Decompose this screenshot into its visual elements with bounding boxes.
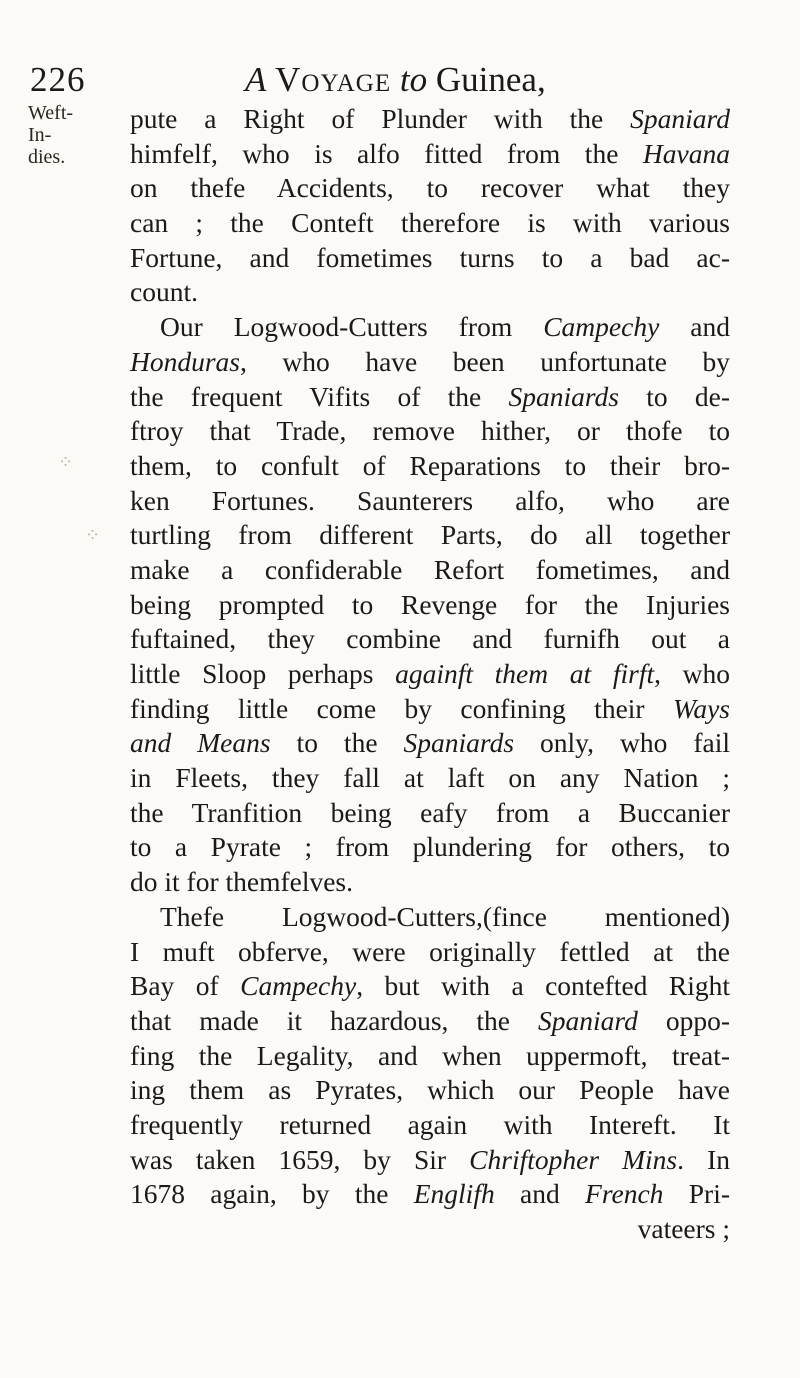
text-run: ftroy that Trade, remove hither, or thofe to [130, 415, 730, 447]
text-line [130, 137, 730, 172]
ink-blot-mark: ⁘ [85, 525, 101, 545]
italic-text: Havana [642, 137, 730, 169]
text-run: fing the Legality, and when uppermoft, treat- [130, 1039, 730, 1071]
italic-text: Spaniard [630, 103, 730, 134]
italic-text: and Means [130, 727, 271, 759]
text-line [130, 761, 730, 796]
text-run: I muft obferve, were originally fettled at the [130, 935, 730, 967]
text-line [130, 553, 730, 588]
italic-text: French [585, 1178, 664, 1210]
page-number: 226 [30, 60, 86, 99]
text-line [130, 345, 730, 380]
italic-text: Campechy [543, 311, 660, 343]
text-run: ken Fortunes. Saunterers alfo, who are [130, 484, 730, 516]
text-run: Our Logwood-Cutters from [160, 311, 544, 343]
text-run: Thefe Logwood-Cutters,(fince mentioned) [160, 900, 730, 932]
text-run: being prompted to Revenge for the Injuries [130, 588, 730, 620]
text-line [130, 241, 730, 276]
running-head-place: Guinea, [435, 60, 546, 99]
text-line [130, 935, 730, 970]
text-run: do it for themfelves. [130, 866, 353, 898]
italic-text: Chriftopher Mins [469, 1143, 678, 1175]
text-line [130, 969, 730, 1004]
text-run: vateers ; [637, 1213, 730, 1244]
text-run: that made it hazardous, the [130, 1004, 538, 1036]
running-head-article: A [245, 60, 267, 99]
text-line [130, 310, 730, 345]
text-run: only, who fail [514, 727, 730, 759]
text-run: make a confiderable Refort fometimes, and [130, 553, 730, 585]
text-line [130, 414, 730, 449]
margin-note [28, 102, 88, 168]
text-run: turtling from different Parts, do all together [130, 519, 730, 551]
italic-text: Honduras [130, 345, 241, 377]
italic-text: Spaniard [538, 1004, 638, 1036]
text-run: himfelf, who is alfo fitted from the [130, 137, 643, 169]
text-line [130, 830, 730, 865]
text-run: little Sloop perhaps [130, 658, 396, 689]
text-line [130, 692, 730, 727]
text-run: was taken 1659, by Sir [130, 1143, 470, 1175]
italic-text: Spaniards [508, 380, 619, 412]
text-run: and [659, 311, 730, 343]
text-run: and [494, 1178, 586, 1210]
running-head-word: Voyage [275, 60, 392, 99]
text-line [130, 275, 730, 310]
text-line [130, 1004, 730, 1039]
text-line [130, 900, 730, 935]
text-line [130, 206, 730, 241]
text-run: the Tranfition being eafy from a Buccanier [130, 796, 730, 828]
margin-note-line: dies. [28, 146, 66, 168]
italic-text: againft them at firft [395, 658, 655, 689]
italic-text: Englifh [413, 1178, 495, 1210]
text-line [130, 380, 730, 415]
text-run: count. [130, 276, 198, 308]
text-line [130, 102, 730, 137]
margin-note-line: Weft-In- [28, 102, 74, 146]
text-run: pute a Right of Plunder with the [130, 103, 631, 134]
running-head [245, 60, 546, 100]
text-line [130, 518, 730, 553]
text-run: in Fleets, they fall at laft on any Nation ; [130, 762, 730, 794]
text-run: to the [270, 727, 404, 759]
text-run: finding little come by confining their [130, 692, 673, 724]
text-run: oppo- [637, 1004, 730, 1036]
text-line [130, 484, 730, 519]
running-head-preposition: to [399, 60, 428, 99]
text-run: Bay of [130, 970, 241, 1002]
italic-text: Ways [672, 692, 730, 724]
text-line [130, 657, 730, 692]
text-line [130, 865, 730, 900]
text-line [130, 1073, 730, 1108]
text-line [130, 1039, 730, 1074]
text-run: Fortune, and fometimes turns to a bad ac- [130, 241, 730, 273]
text-run: the frequent Vifits of the [130, 380, 509, 412]
text-run: frequently returned again with Intereft. It [130, 1108, 730, 1140]
text-line [130, 726, 730, 761]
text-run: them, to confult of Reparations to their bro- [130, 449, 730, 481]
text-run: , but with a contefted Right [356, 970, 730, 1002]
text-line [130, 588, 730, 623]
italic-text: Spaniards [403, 727, 515, 759]
text-run: to a Pyrate ; from plundering for others, to [130, 831, 730, 863]
text-run: , who have been unfortunate by [240, 345, 730, 377]
ink-blot-mark: ⁘ [58, 452, 74, 472]
text-line [130, 171, 730, 206]
body-text [130, 102, 730, 1247]
text-line [130, 622, 730, 657]
italic-text: Campechy [240, 970, 357, 1002]
text-line [130, 796, 730, 831]
text-run: on thefe Accidents, to recover what they [130, 172, 730, 204]
text-line [130, 1143, 730, 1178]
text-run: Pri- [663, 1178, 730, 1210]
text-run: fuftained, they combine and furnifh out a [130, 623, 730, 655]
text-run: . In [677, 1143, 730, 1175]
text-run: can ; the Conteft therefore is with various [130, 207, 730, 239]
text-line [130, 1108, 730, 1143]
text-line [130, 1212, 730, 1247]
text-line [130, 449, 730, 484]
text-run: to de- [618, 380, 730, 412]
text-run: ing them as Pyrates, which our People have [130, 1074, 730, 1106]
text-run: 1678 again, by the [130, 1178, 414, 1210]
text-run: , who [654, 658, 730, 689]
text-line [130, 1177, 730, 1212]
